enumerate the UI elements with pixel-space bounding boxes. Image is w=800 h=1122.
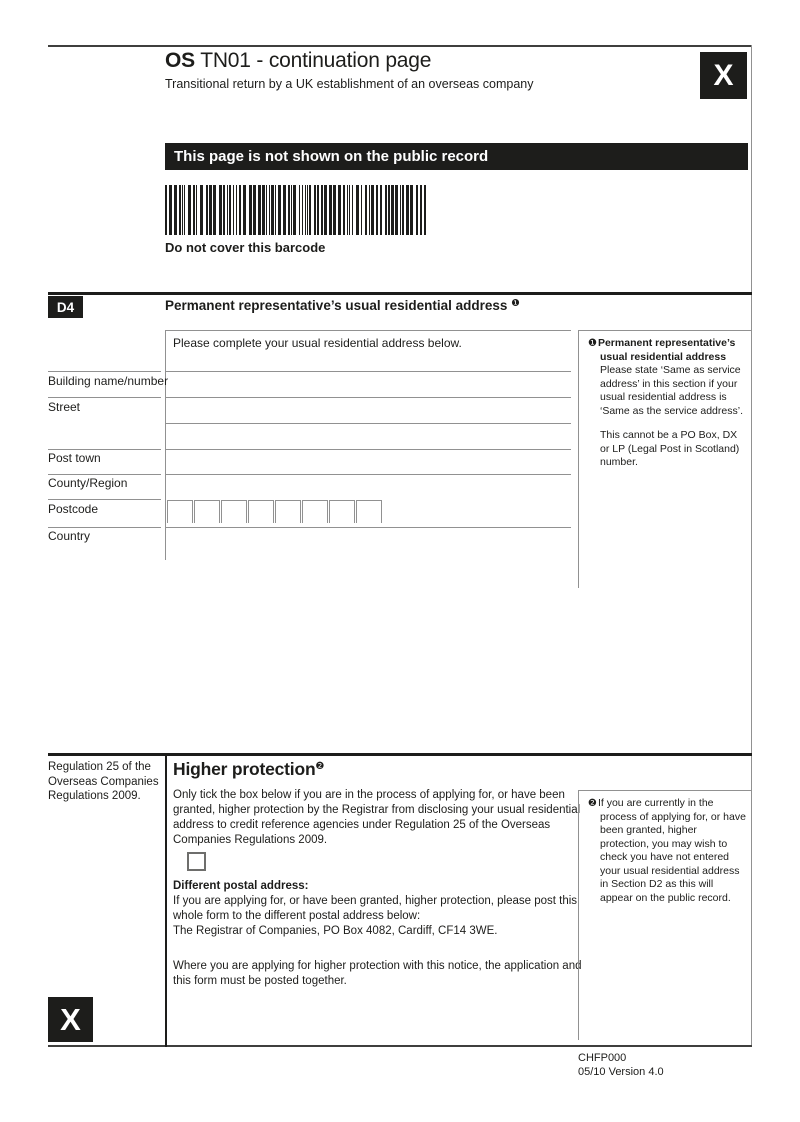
- label-county-region: County/Region: [48, 476, 128, 490]
- d4-section-rule: [48, 292, 752, 295]
- higher-protection-checkbox[interactable]: [187, 852, 206, 871]
- building-name-field[interactable]: [166, 372, 570, 396]
- footnote-1-ref: ❶: [511, 298, 520, 309]
- corner-x-mark-top: X: [700, 52, 747, 99]
- form-footer: [578, 1051, 664, 1079]
- d4-label-line: [48, 371, 161, 372]
- public-record-banner: This page is not shown on the public record: [165, 143, 748, 170]
- county-region-field[interactable]: [166, 475, 570, 498]
- postcode-box[interactable]: [221, 500, 247, 523]
- postcode-box[interactable]: [248, 500, 274, 523]
- d4-label-line: [48, 449, 161, 450]
- regulation-note: Regulation 25 of the Overseas Companies Regulations 2009.: [48, 761, 159, 802]
- country-field[interactable]: [166, 528, 570, 556]
- barcode-caption: Do not cover this barcode: [165, 240, 326, 255]
- postcode-box[interactable]: [302, 500, 328, 523]
- label-street: Street: [48, 400, 81, 414]
- hp-closing: Where you are applying for higher protection with this notice, the application and this form must be posted together.: [173, 960, 582, 987]
- label-post-town: Post town: [48, 451, 101, 465]
- d4-section-badge: D4: [48, 296, 83, 318]
- form-subtitle: Transitional return by a UK establishment of an overseas company: [165, 77, 534, 91]
- postcode-box[interactable]: [275, 500, 301, 523]
- hp-intro: Only tick the box below if you are in the process of applying for, or have been granted, higher protection by the Registrar from disclosing your usual residential address to credit reference agencies under Regulation 25 of the Overseas Companies Regulations 2009.: [173, 789, 581, 846]
- footer-version: 05/10 Version 4.0: [578, 1066, 664, 1078]
- label-postcode: Postcode: [48, 502, 99, 516]
- label-building-name: Building name/number: [48, 374, 169, 388]
- footnote-2-ref: ❷: [315, 761, 325, 772]
- d4-section-heading: Permanent representative’s usual residential address $^❶$: [165, 298, 520, 313]
- d4-line: [165, 330, 571, 331]
- hp-left-divider: [165, 756, 167, 1047]
- postcode-boxes: [167, 500, 383, 523]
- hp-heading: Higher protection$^❷$: [173, 759, 325, 779]
- hp-note: ❷If you are currently in the process of applying for, or have been granted, higher protection, you may wish to check you have not entered your usual residential address in Section D2 as this will appear on the public record.: [578, 790, 752, 1040]
- form-title: OS TN01 - continuation page: [165, 49, 432, 72]
- postcode-box[interactable]: [194, 500, 220, 523]
- post-town-field[interactable]: [166, 450, 570, 473]
- d4-label-line: [48, 499, 161, 500]
- bottom-rule: [48, 1045, 752, 1047]
- d4-instruction: Please complete your usual residential address below.: [173, 336, 462, 350]
- hp-different-postal: Different postal address: If you are applying for, or have been granted, higher protection, please post this whole form to the different postal address below: The Registrar of Companies, PO Box 4082, Cardiff, CF14 3WE.: [173, 880, 578, 937]
- d4-label-line: [48, 527, 161, 528]
- corner-x-mark-bottom: X: [48, 997, 93, 1042]
- hp-section-rule: [48, 753, 752, 756]
- d4-label-line: [48, 474, 161, 475]
- d4-note: ❶Permanent representative’s usual residential address Please state ‘Same as service address’ in this section if your usual residential address is ‘Same as the service address’. This cannot be a PO Box, DX or LP (Legal Post in Scotland) number.: [578, 330, 752, 588]
- label-country: Country: [48, 529, 91, 543]
- postcode-box[interactable]: [329, 500, 355, 523]
- postcode-box[interactable]: [167, 500, 193, 523]
- street-field[interactable]: [166, 398, 570, 422]
- barcode: [165, 185, 430, 235]
- footnote-1-marker: ❶: [588, 338, 597, 349]
- d4-label-line: [48, 397, 161, 398]
- postcode-box[interactable]: [356, 500, 382, 523]
- footer-code: CHFP000: [578, 1052, 627, 1064]
- top-rule: [48, 45, 752, 47]
- footnote-2-marker: ❷: [588, 798, 597, 809]
- street-field-line2[interactable]: [166, 424, 570, 448]
